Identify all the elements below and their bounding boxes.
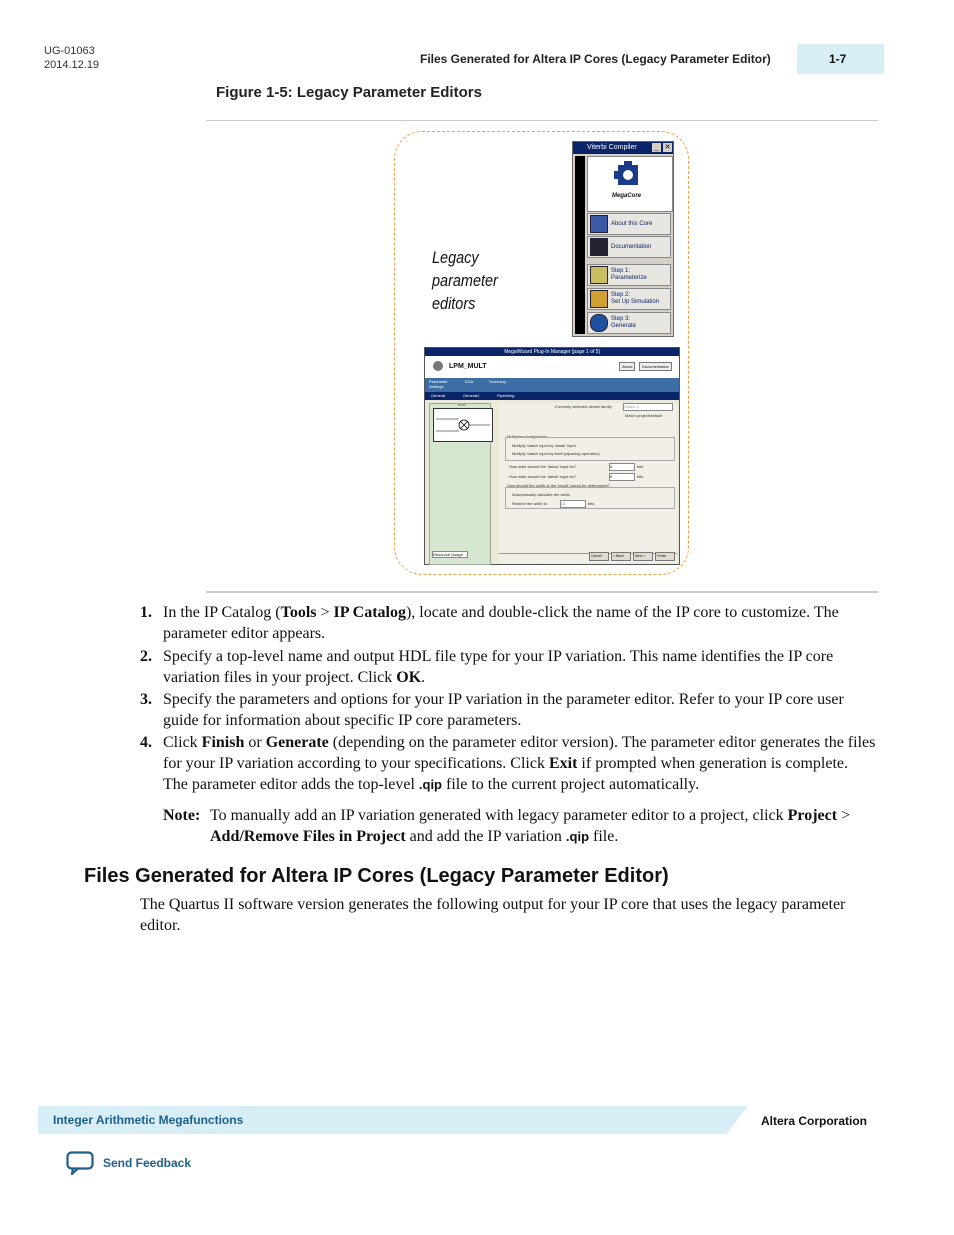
send-feedback-link[interactable] [66, 1151, 191, 1175]
text: > [837, 807, 851, 824]
step-3 [140, 689, 876, 731]
result-width-group [505, 487, 675, 509]
generate-term: Generate [265, 734, 329, 751]
text: Click [163, 734, 202, 751]
doc-id-block [44, 44, 99, 72]
multiplier-config-group [505, 437, 675, 461]
figure-bottom-rule [206, 591, 878, 593]
note-label: Note: [163, 807, 201, 824]
running-header-title: Files Generated for Altera IP Cores (Legacy Parameter Editor) [420, 52, 771, 66]
parameter-panel [499, 403, 677, 563]
send-feedback-text: Send Feedback [103, 1156, 192, 1170]
core-name: LPM_MULT [449, 363, 487, 370]
option-square[interactable]: Multiply 'dataa' input by itself (squaring operation) [512, 451, 600, 456]
text: ), locate and double-click the name of the IP core to customize. The parameter editor appears. [163, 604, 839, 642]
text: file. [589, 828, 619, 845]
restrict-width-input[interactable]: 16 [560, 500, 586, 508]
text: > [316, 604, 334, 621]
exit-term: Exit [548, 755, 578, 772]
text: To manually add an IP variation generated with legacy parameter editor to a project, click [210, 807, 788, 824]
note [163, 805, 875, 847]
viterbi-title: Viterbi Compiler [587, 144, 637, 151]
text: or [244, 734, 266, 751]
menu-ip-catalog: IP Catalog [333, 604, 406, 621]
width-a-label: How wide should the 'dataa' input be? [509, 464, 577, 469]
text: and add the IP variation [405, 828, 566, 845]
megacore-logo-text: MegaCore [612, 193, 642, 199]
viterbi-compiler-window [562, 141, 674, 337]
callout-line-1: Legacy parameter [432, 248, 498, 290]
menu-project: Project [787, 807, 838, 824]
match-checkbox[interactable]: Match project/default [625, 413, 663, 418]
doc-id: UG-01063 [44, 45, 95, 57]
back-button[interactable] [611, 552, 631, 561]
qip-file: .qip [418, 777, 442, 792]
book-icon [590, 238, 608, 256]
text: Specify the parameters and options for your IP variation in the parameter editor. Refer to your IP core user guide for information about specific IP core parameters. [163, 691, 844, 729]
megawizard-subtabs [425, 392, 679, 400]
menu-tools: Tools [280, 604, 317, 621]
viterbi-title-bar [573, 142, 673, 154]
figure-caption: Figure 1-5: Legacy Parameter Editors [216, 84, 482, 101]
viterbi-sidebar [562, 156, 585, 334]
feedback-icon [66, 1151, 94, 1175]
step3-generate-button[interactable] [587, 312, 671, 334]
button-line-1: Documentation [611, 243, 652, 250]
step-4 [140, 732, 876, 795]
tab-parameter-settings[interactable]: Parameter Settings [429, 379, 448, 389]
button-line-2: Set Up Simulation [611, 299, 660, 305]
button-line-1: Step 1: [611, 268, 631, 274]
subtab-general2[interactable]: General2 [463, 393, 480, 398]
option-multiply[interactable]: Multiply 'dataa' input by 'datab' input [512, 443, 576, 448]
step-number: 4. [140, 734, 152, 751]
tab-summary[interactable]: Summary [489, 379, 507, 384]
info-icon [590, 215, 608, 233]
finish-button[interactable] [655, 552, 675, 561]
width-b-label: How wide should the 'datab' input be? [509, 474, 577, 479]
simulation-icon [590, 290, 608, 308]
page-number-text: 1-7 [829, 52, 847, 66]
step-1 [140, 602, 876, 644]
family-label: Currently selected device family: [555, 404, 613, 409]
step-number: 3. [140, 691, 152, 708]
button-line-1: Step 2: [611, 292, 631, 298]
footer-doc-title[interactable]: Integer Arithmetic Megafunctions [53, 1113, 244, 1127]
ok-term: OK [396, 669, 422, 686]
restrict-width-unit: bits [588, 501, 595, 506]
text: In the IP Catalog ( [163, 604, 281, 621]
figure-top-rule [206, 120, 878, 121]
tab-eda[interactable]: EDA [465, 379, 474, 384]
about-button[interactable]: About [619, 362, 635, 371]
megawizard-window [424, 347, 680, 565]
text: file to the current project automatically. [442, 776, 700, 793]
megawizard-title: MegaWizard Plug-In Manager [page 1 of 5] [425, 348, 679, 356]
about-core-button[interactable] [587, 213, 671, 235]
page-number [797, 44, 884, 74]
parameterize-icon [590, 266, 608, 284]
step2-simulation-button[interactable] [587, 288, 671, 310]
step-2 [140, 646, 876, 688]
text: (depending on the parameter editor version). The parameter editor generates the files for your IP variation according to your specifications. Click [163, 734, 876, 772]
subtab-pipelining[interactable]: Pipelining [497, 393, 515, 398]
menu-add-remove-files: Add/Remove Files in Project [210, 828, 406, 845]
megacore-logo [587, 156, 673, 212]
subtab-general[interactable]: General [431, 393, 446, 398]
option-auto-width[interactable]: Automatically calculate the width [512, 492, 570, 497]
result-width-label: How should the width of the 'result' output be determined? [507, 483, 610, 488]
multiplier-icon [434, 409, 492, 441]
cancel-label: Cancel [591, 554, 602, 558]
family-select[interactable]: Stratix V [623, 403, 673, 411]
callout-line-2: editors [432, 294, 476, 313]
generate-icon [590, 314, 608, 332]
megawizard-tabs [425, 378, 679, 392]
text: . [421, 669, 426, 686]
width-b-input[interactable]: 8 [609, 473, 635, 481]
button-line-1: About this Core [611, 220, 653, 227]
section-body: The Quartus II software version generates the following output for your IP core that uses the legacy parameter editor. [140, 896, 846, 934]
section-heading: Files Generated for Altera IP Cores (Legacy Parameter Editor) [84, 865, 669, 887]
step1-parameterize-button[interactable] [587, 264, 671, 286]
width-a-unit: bits [637, 464, 644, 469]
next-button[interactable] [633, 552, 653, 561]
step-number: 1. [140, 604, 152, 621]
mult-symbol [433, 402, 493, 442]
button-line-2: Generate [611, 323, 637, 329]
cancel-button[interactable] [589, 552, 609, 561]
footer-company: Altera Corporation [761, 1114, 868, 1128]
finish-term: Finish [201, 734, 245, 751]
step-number: 2. [140, 648, 152, 665]
text: Specify a top-level name and output HDL file type for your IP variation. This name identifies the IP core variation files in your project. Click [163, 648, 834, 686]
button-line-2: Parameterize [611, 275, 647, 281]
button-line-1: Step 3: [611, 316, 631, 322]
next-label: Next > [635, 554, 646, 558]
qip-file: .qip [565, 829, 590, 844]
resource-usage: Resource Usage [432, 551, 468, 558]
doc-date: 2014.12.19 [44, 59, 100, 71]
option-restrict-width[interactable]: Restrict the width to [512, 501, 548, 506]
lpm-icon [433, 361, 443, 371]
close-icon: ✕ [664, 144, 671, 151]
callout-label [432, 246, 543, 315]
finish-label: Finish [657, 554, 667, 558]
text: if prompted when generation is complete. The parameter editor adds the top-level [163, 755, 849, 793]
viterbi-sidebar-text: Viterbi Compiler [562, 274, 570, 325]
back-label: < Back [613, 554, 624, 558]
megacore-logo-icon [588, 157, 672, 211]
documentation-button[interactable]: Documentation [639, 362, 672, 371]
multiplier-config-label: Multiplier configuration [507, 434, 548, 439]
symbol-name: mult [458, 402, 466, 407]
megawizard-header [425, 356, 679, 378]
documentation-button[interactable] [587, 236, 671, 258]
width-b-unit: bits [637, 474, 644, 479]
width-a-input[interactable]: 8 [609, 463, 635, 471]
minimize-icon: _ [652, 143, 661, 152]
